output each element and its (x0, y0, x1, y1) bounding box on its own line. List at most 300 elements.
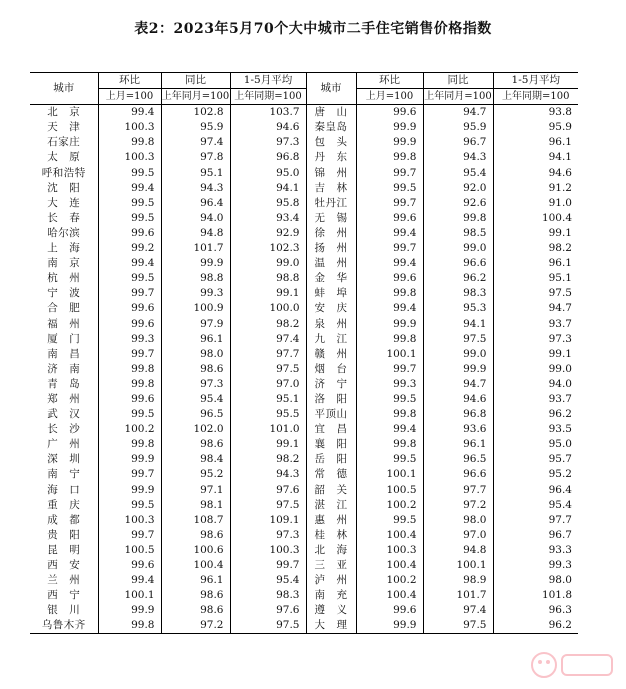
avg-cell: 97.3 (230, 135, 306, 150)
city-cell: 兰 州 (47, 574, 81, 587)
header-yoy-base-right: 上年同月=100 (423, 89, 493, 105)
city-cell: 西 安 (47, 559, 81, 571)
city-cell: 西 宁 (47, 589, 81, 602)
city-cell: 岳 阳 (306, 452, 356, 467)
city-cell: 南 昌 (47, 347, 81, 360)
avg-cell: 97.3 (230, 528, 306, 543)
yoy-cell: 95.4 (161, 392, 230, 407)
city-cell: 遵 义 (306, 603, 356, 618)
city-cell: 桂 林 (306, 528, 356, 543)
avg-cell: 92.9 (230, 226, 306, 241)
mom-cell: 99.7 (356, 241, 423, 256)
mom-cell: 99.6 (356, 271, 423, 286)
city-cell: 烟 台 (306, 362, 356, 377)
city-cell: 济 宁 (306, 377, 356, 392)
header-row-1 (30, 73, 578, 89)
yoy-cell: 98.0 (161, 347, 230, 362)
yoy-cell: 97.4 (161, 135, 230, 150)
city-cell: 青 岛 (47, 377, 81, 390)
header-mom-base-right: 上月=100 (356, 89, 423, 105)
city-cell: 成 都 (47, 513, 81, 526)
table-row (30, 392, 578, 407)
yoy-cell: 99.9 (423, 362, 493, 377)
mom-cell: 99.8 (98, 362, 161, 377)
avg-cell: 96.7 (493, 528, 578, 543)
avg-cell: 93.8 (493, 105, 578, 121)
header-avg-base-right: 上年同期=100 (493, 89, 578, 105)
avg-cell: 97.0 (230, 377, 306, 392)
yoy-cell: 98.4 (161, 452, 230, 467)
table-row (30, 120, 578, 135)
mom-cell: 99.7 (98, 286, 161, 301)
mom-cell: 100.3 (98, 120, 161, 135)
avg-cell: 100.0 (230, 301, 306, 316)
yoy-cell: 95.1 (161, 166, 230, 181)
yoy-cell: 97.2 (423, 498, 493, 513)
yoy-cell: 97.9 (161, 317, 230, 332)
yoy-cell: 97.1 (161, 483, 230, 498)
yoy-cell: 94.1 (423, 317, 493, 332)
yoy-cell: 96.2 (423, 271, 493, 286)
table-row (30, 301, 578, 316)
table-body (30, 105, 578, 634)
city-cell: 厦 门 (47, 332, 81, 345)
table-row (30, 407, 578, 422)
mom-cell: 99.9 (98, 603, 161, 618)
mom-cell: 99.8 (356, 407, 423, 422)
mom-cell: 100.3 (356, 543, 423, 558)
mom-cell: 100.1 (356, 347, 423, 362)
mom-cell: 99.8 (356, 332, 423, 347)
city-cell: 唐 山 (306, 105, 356, 121)
header-avg-right: 1-5月平均 (493, 73, 578, 89)
yoy-cell: 102.0 (161, 422, 230, 437)
city-cell: 九 江 (306, 332, 356, 347)
city-cell: 银 川 (47, 604, 81, 617)
yoy-cell: 98.6 (161, 528, 230, 543)
table-row (30, 196, 578, 211)
city-cell: 锦 州 (306, 166, 356, 181)
mom-cell: 99.5 (98, 407, 161, 422)
mom-cell: 99.2 (98, 241, 161, 256)
city-cell: 三 亚 (306, 558, 356, 573)
avg-cell: 98.8 (230, 271, 306, 286)
table-row (30, 150, 578, 165)
table-row (30, 166, 578, 181)
header-yoy: 同比 (161, 73, 230, 89)
header-avg: 1-5月平均 (230, 73, 306, 89)
avg-cell: 101.8 (493, 588, 578, 603)
mom-cell: 99.6 (98, 301, 161, 316)
table-row (30, 498, 578, 513)
mom-cell: 99.8 (356, 286, 423, 301)
city-cell: 金 华 (306, 271, 356, 286)
city-cell: 贵 阳 (47, 528, 81, 541)
table-row (30, 513, 578, 528)
mom-cell: 99.6 (356, 211, 423, 226)
avg-cell: 95.4 (230, 573, 306, 588)
yoy-cell: 97.3 (161, 377, 230, 392)
mom-cell: 99.4 (98, 256, 161, 271)
city-cell: 安 庆 (306, 301, 356, 316)
mom-cell: 99.4 (356, 226, 423, 241)
mom-cell: 99.9 (356, 317, 423, 332)
city-cell: 湛 江 (306, 498, 356, 513)
yoy-cell: 100.9 (161, 301, 230, 316)
city-cell: 哈尔滨 (47, 226, 81, 239)
avg-cell: 98.0 (493, 573, 578, 588)
table-row (30, 241, 578, 256)
avg-cell: 96.2 (493, 407, 578, 422)
avg-cell: 98.2 (493, 241, 578, 256)
avg-cell: 99.1 (493, 226, 578, 241)
avg-cell: 109.1 (230, 513, 306, 528)
mom-cell: 100.2 (356, 573, 423, 588)
avg-cell: 95.1 (493, 271, 578, 286)
avg-cell: 93.7 (493, 317, 578, 332)
city-cell: 福 州 (47, 317, 81, 330)
mom-cell: 99.5 (98, 498, 161, 513)
city-cell: 蚌 埠 (306, 286, 356, 301)
city-cell: 石家庄 (47, 136, 81, 149)
yoy-cell: 96.7 (423, 135, 493, 150)
city-cell: 包 头 (306, 135, 356, 150)
city-cell: 南 充 (306, 588, 356, 603)
mom-cell: 100.1 (98, 588, 161, 603)
mom-cell: 99.7 (356, 196, 423, 211)
avg-cell: 97.7 (230, 347, 306, 362)
mom-cell: 99.6 (356, 105, 423, 121)
mom-cell: 100.3 (98, 150, 161, 165)
avg-cell: 97.5 (230, 498, 306, 513)
avg-cell: 91.2 (493, 181, 578, 196)
avg-cell: 97.3 (493, 332, 578, 347)
mom-cell: 99.4 (356, 301, 423, 316)
mom-cell: 99.8 (98, 437, 161, 452)
city-cell: 上 海 (47, 242, 81, 255)
avg-cell: 97.7 (493, 513, 578, 528)
table-title: 表2：2023年5月70个大中城市二手住宅销售价格指数 (134, 21, 492, 37)
yoy-cell: 100.6 (161, 543, 230, 558)
city-cell: 合 肥 (47, 302, 81, 315)
mom-cell: 100.5 (356, 483, 423, 498)
mom-cell: 99.6 (356, 603, 423, 618)
yoy-cell: 101.7 (423, 588, 493, 603)
city-cell: 泸 州 (306, 573, 356, 588)
mom-cell: 99.5 (356, 181, 423, 196)
avg-cell: 94.1 (230, 181, 306, 196)
mom-cell: 99.4 (98, 181, 161, 196)
avg-cell: 95.5 (230, 407, 306, 422)
avg-cell: 95.7 (493, 452, 578, 467)
mom-cell: 100.4 (356, 558, 423, 573)
yoy-cell: 93.6 (423, 422, 493, 437)
yoy-cell: 94.7 (423, 377, 493, 392)
header-avg-base: 上年同期=100 (230, 89, 306, 105)
table-row (30, 317, 578, 332)
yoy-cell: 98.9 (423, 573, 493, 588)
yoy-cell: 96.5 (423, 452, 493, 467)
city-cell: 大 连 (47, 196, 81, 209)
mom-cell: 99.6 (98, 226, 161, 241)
yoy-cell: 96.6 (423, 467, 493, 482)
mom-cell: 99.4 (98, 573, 161, 588)
mom-cell: 99.7 (356, 166, 423, 181)
mom-cell: 99.5 (98, 271, 161, 286)
header-row-2 (30, 89, 578, 105)
city-cell: 海 口 (47, 483, 81, 496)
city-cell: 郑 州 (47, 392, 81, 405)
city-cell: 温 州 (306, 256, 356, 271)
table-row (30, 618, 578, 634)
yoy-cell: 99.0 (423, 241, 493, 256)
table-row (30, 588, 578, 603)
city-cell: 北 海 (306, 543, 356, 558)
yoy-cell: 101.7 (161, 241, 230, 256)
avg-cell: 94.3 (230, 467, 306, 482)
table-row (30, 422, 578, 437)
city-cell: 乌鲁木齐 (30, 618, 98, 634)
mom-cell: 99.8 (356, 150, 423, 165)
yoy-cell: 99.3 (161, 286, 230, 301)
table-row (30, 135, 578, 150)
avg-cell: 93.7 (493, 392, 578, 407)
city-cell: 扬 州 (306, 241, 356, 256)
table-row (30, 437, 578, 452)
avg-cell: 99.0 (493, 362, 578, 377)
yoy-cell: 94.7 (423, 105, 493, 121)
city-cell: 深 圳 (47, 453, 81, 466)
city-cell: 杭 州 (47, 272, 81, 285)
city-cell: 泉 州 (306, 317, 356, 332)
avg-cell: 95.0 (493, 437, 578, 452)
yoy-cell: 98.5 (423, 226, 493, 241)
mom-cell: 99.7 (98, 467, 161, 482)
city-cell: 徐 州 (306, 226, 356, 241)
avg-cell: 95.2 (493, 467, 578, 482)
city-cell: 大 理 (306, 618, 356, 634)
yoy-cell: 98.8 (161, 271, 230, 286)
table-row (30, 256, 578, 271)
header-yoy-base: 上年同月=100 (161, 89, 230, 105)
mom-cell: 99.8 (98, 135, 161, 150)
yoy-cell: 97.7 (423, 483, 493, 498)
mom-cell: 100.2 (356, 498, 423, 513)
yoy-cell: 95.2 (161, 467, 230, 482)
city-cell: 南 京 (47, 257, 81, 270)
avg-cell: 100.3 (230, 543, 306, 558)
yoy-cell: 96.1 (161, 332, 230, 347)
yoy-cell: 94.0 (161, 211, 230, 226)
avg-cell: 99.1 (230, 437, 306, 452)
yoy-cell: 96.4 (161, 196, 230, 211)
yoy-cell: 97.2 (161, 618, 230, 634)
price-index-table (30, 72, 578, 634)
city-cell: 牡丹江 (306, 196, 356, 211)
yoy-cell: 98.6 (161, 588, 230, 603)
mom-cell: 99.7 (98, 347, 161, 362)
header-mom-right: 环比 (356, 73, 423, 89)
table-row (30, 573, 578, 588)
city-cell: 广 州 (47, 438, 81, 451)
avg-cell: 95.1 (230, 392, 306, 407)
mom-cell: 99.7 (356, 362, 423, 377)
mom-cell: 99.5 (98, 196, 161, 211)
table-row (30, 543, 578, 558)
avg-cell: 97.6 (230, 483, 306, 498)
city-cell: 呼和浩特 (41, 166, 86, 179)
mom-cell: 99.6 (98, 558, 161, 573)
mom-cell: 99.5 (98, 166, 161, 181)
city-cell: 长 春 (47, 211, 81, 224)
yoy-cell: 95.9 (161, 120, 230, 135)
mom-cell: 100.1 (356, 467, 423, 482)
avg-cell: 99.7 (230, 558, 306, 573)
yoy-cell: 98.3 (423, 286, 493, 301)
avg-cell: 98.2 (230, 317, 306, 332)
yoy-cell: 96.1 (423, 437, 493, 452)
table-row (30, 181, 578, 196)
city-cell: 常 德 (306, 467, 356, 482)
yoy-cell: 95.4 (423, 166, 493, 181)
avg-cell: 95.0 (230, 166, 306, 181)
yoy-cell: 96.5 (161, 407, 230, 422)
table-row (30, 286, 578, 301)
yoy-cell: 100.4 (161, 558, 230, 573)
table-row (30, 377, 578, 392)
mom-cell: 99.8 (98, 377, 161, 392)
avg-cell: 98.3 (230, 588, 306, 603)
mom-cell: 99.3 (356, 377, 423, 392)
yoy-cell: 96.6 (423, 256, 493, 271)
yoy-cell: 92.0 (423, 181, 493, 196)
avg-cell: 94.6 (493, 166, 578, 181)
mom-cell: 99.9 (356, 120, 423, 135)
avg-cell: 99.1 (230, 286, 306, 301)
city-cell: 韶 关 (306, 483, 356, 498)
table-row (30, 528, 578, 543)
mom-cell: 99.8 (98, 618, 161, 634)
avg-cell: 98.2 (230, 452, 306, 467)
table-row (30, 271, 578, 286)
yoy-cell: 100.1 (423, 558, 493, 573)
avg-cell: 99.3 (493, 558, 578, 573)
yoy-cell: 99.0 (423, 347, 493, 362)
avg-cell: 101.0 (230, 422, 306, 437)
header-city-right: 城市 (306, 73, 356, 105)
yoy-cell: 97.4 (423, 603, 493, 618)
mom-cell: 99.4 (356, 422, 423, 437)
city-cell: 北 京 (47, 106, 81, 119)
avg-cell: 97.5 (230, 362, 306, 377)
yoy-cell: 94.6 (423, 392, 493, 407)
mom-cell: 99.6 (98, 317, 161, 332)
yoy-cell: 98.0 (423, 513, 493, 528)
yoy-cell: 98.6 (161, 362, 230, 377)
mom-cell: 99.9 (98, 452, 161, 467)
avg-cell: 97.6 (230, 603, 306, 618)
header-city: 城市 (30, 73, 98, 105)
mom-cell: 99.8 (356, 437, 423, 452)
city-cell: 天 津 (47, 121, 81, 134)
city-cell: 襄 阳 (306, 437, 356, 452)
city-cell: 沈 阳 (47, 181, 81, 194)
yoy-cell: 95.9 (423, 120, 493, 135)
yoy-cell: 97.8 (161, 150, 230, 165)
mom-cell: 99.9 (98, 483, 161, 498)
yoy-cell: 95.3 (423, 301, 493, 316)
city-cell: 宜 昌 (306, 422, 356, 437)
header-mom: 环比 (98, 73, 161, 89)
table-row (30, 105, 578, 121)
mom-cell: 100.3 (98, 513, 161, 528)
mom-cell: 100.5 (98, 543, 161, 558)
mom-cell: 99.5 (356, 452, 423, 467)
city-cell: 昆 明 (47, 543, 81, 556)
avg-cell: 96.1 (493, 135, 578, 150)
avg-cell: 99.1 (493, 347, 578, 362)
mom-cell: 100.4 (356, 588, 423, 603)
city-cell: 惠 州 (306, 513, 356, 528)
yoy-cell: 99.8 (423, 211, 493, 226)
yoy-cell: 98.6 (161, 437, 230, 452)
yoy-cell: 98.1 (161, 498, 230, 513)
avg-cell: 99.0 (230, 256, 306, 271)
avg-cell: 103.7 (230, 105, 306, 121)
yoy-cell: 97.5 (423, 332, 493, 347)
table-row (30, 347, 578, 362)
yoy-cell: 94.8 (161, 226, 230, 241)
avg-cell: 96.8 (230, 150, 306, 165)
yoy-cell: 94.3 (423, 150, 493, 165)
city-cell: 宁 波 (47, 287, 81, 300)
avg-cell: 96.1 (493, 256, 578, 271)
city-cell: 长 沙 (47, 423, 81, 436)
yoy-cell: 96.1 (161, 573, 230, 588)
mom-cell: 99.3 (98, 332, 161, 347)
avg-cell: 100.4 (493, 211, 578, 226)
avg-cell: 94.7 (493, 301, 578, 316)
avg-cell: 95.8 (230, 196, 306, 211)
table-row (30, 467, 578, 482)
city-cell: 重 庆 (47, 498, 81, 511)
yoy-cell: 98.6 (161, 603, 230, 618)
city-cell: 南 宁 (47, 468, 81, 481)
avg-cell: 96.2 (493, 618, 578, 634)
avg-cell: 96.3 (493, 603, 578, 618)
city-cell: 秦皇岛 (306, 120, 356, 135)
city-cell: 济 南 (47, 362, 81, 375)
city-cell: 太 原 (47, 151, 81, 164)
avg-cell: 94.1 (493, 150, 578, 165)
table-row (30, 362, 578, 377)
avg-cell: 93.4 (230, 211, 306, 226)
yoy-cell: 97.0 (423, 528, 493, 543)
avg-cell: 95.4 (493, 498, 578, 513)
avg-cell: 97.4 (230, 332, 306, 347)
avg-cell: 97.5 (493, 286, 578, 301)
avg-cell: 102.3 (230, 241, 306, 256)
mom-cell: 99.6 (98, 392, 161, 407)
yoy-cell: 94.8 (423, 543, 493, 558)
city-cell: 无 锡 (306, 211, 356, 226)
header-yoy-right: 同比 (423, 73, 493, 89)
header-mom-base: 上月=100 (98, 89, 161, 105)
table-row (30, 332, 578, 347)
avg-cell: 93.5 (493, 422, 578, 437)
table-row (30, 603, 578, 618)
avg-cell: 93.3 (493, 543, 578, 558)
